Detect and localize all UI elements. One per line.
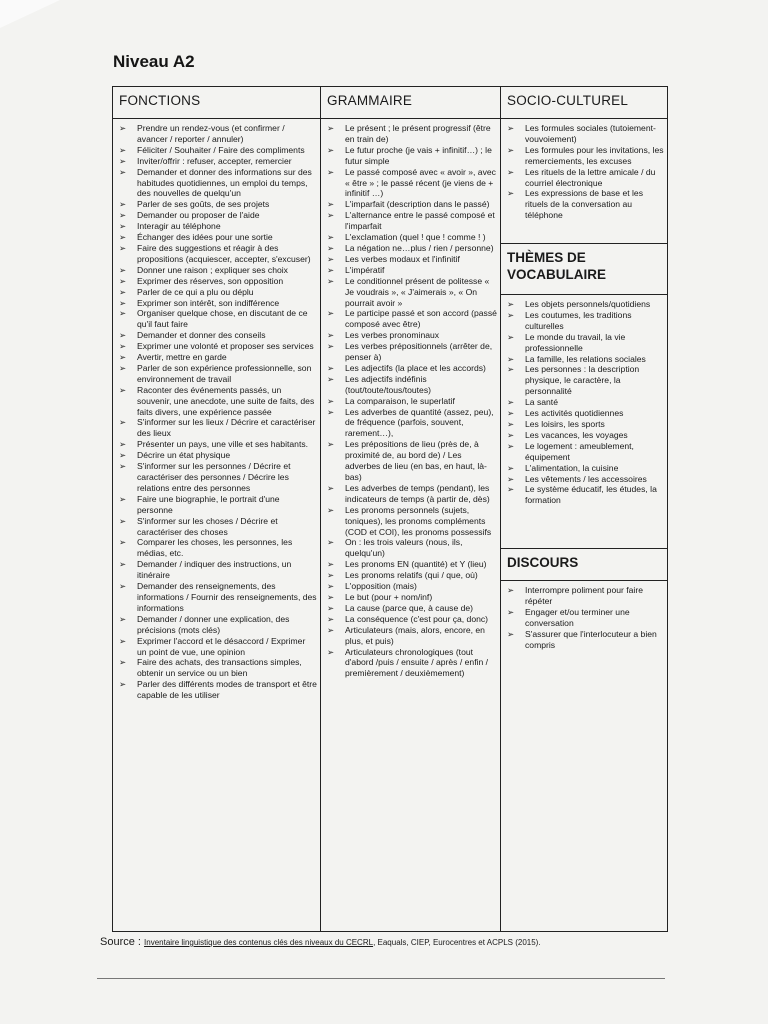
discours-section xyxy=(501,549,667,650)
list-item-text: Avertir, mettre en garde xyxy=(137,352,227,363)
arrow-bullet-icon: ➢ xyxy=(119,297,127,308)
list-item-text: Articulateurs chronologiques (tout d'abord /puis / ensuite / après / enfin / premièrement / deuxièmement) xyxy=(345,646,489,679)
list-item-text: Le passé composé avec « avoir », avec « être » ; le passé récent (je viens de + infinitif …) xyxy=(345,166,496,199)
arrow-bullet-icon: ➢ xyxy=(119,221,127,232)
arrow-bullet-icon: ➢ xyxy=(119,417,127,428)
list-item xyxy=(505,484,664,506)
arrow-bullet-icon: ➢ xyxy=(327,646,335,657)
list-item-text: Exprimer des réserves, son opposition xyxy=(137,275,284,286)
arrow-bullet-icon: ➢ xyxy=(507,408,515,419)
list-item-text: Les formules sociales (tutoiement-vouvoiement) xyxy=(525,123,656,144)
arrow-bullet-icon: ➢ xyxy=(119,450,127,461)
list-item-text: La conséquence (c'est pour ça, donc) xyxy=(345,613,489,624)
list-item xyxy=(325,505,497,538)
arrow-bullet-icon: ➢ xyxy=(119,439,127,450)
list-item-text: Les verbes modaux et l'infinitif xyxy=(345,253,460,264)
list-item xyxy=(325,145,497,167)
list-item xyxy=(117,581,317,614)
right-column xyxy=(500,87,667,931)
list-item-text: Faire des suggestions et réagir à des propositions (acquiescer, accepter, s'excuser) xyxy=(137,242,311,264)
arrow-bullet-icon: ➢ xyxy=(327,144,335,155)
list-item xyxy=(325,330,497,341)
arrow-bullet-icon: ➢ xyxy=(119,155,127,166)
list-item-text: Parler de son expérience professionnelle, son environnement de travail xyxy=(137,362,312,384)
list-item-text: Décrire un état physique xyxy=(137,450,231,461)
list-item xyxy=(117,308,317,330)
arrow-bullet-icon: ➢ xyxy=(327,373,335,384)
list-item-text: L'imparfait (description dans le passé) xyxy=(345,199,490,210)
arrow-bullet-icon: ➢ xyxy=(507,585,515,595)
grammaire-header: GRAMMAIRE xyxy=(321,87,500,119)
list-item-text: Prendre un rendez-vous (et confirmer / avancer / reporter / annuler) xyxy=(137,123,285,144)
arrow-bullet-icon: ➢ xyxy=(327,537,335,548)
arrow-bullet-icon: ➢ xyxy=(507,364,515,375)
list-item-text: Les objets personnels/quotidiens xyxy=(525,299,651,309)
list-item xyxy=(117,123,317,145)
list-item xyxy=(505,188,664,221)
list-item-text: Demander / donner une explication, des précisions (mots clés) xyxy=(137,613,290,635)
themes-vocabulaire-header xyxy=(501,244,667,295)
arrow-bullet-icon: ➢ xyxy=(507,144,515,155)
arrow-bullet-icon: ➢ xyxy=(507,606,515,617)
list-item-text: Les expressions de base et les rituels de la conversation au téléphone xyxy=(525,188,643,221)
list-item xyxy=(325,407,497,440)
arrow-bullet-icon: ➢ xyxy=(327,199,335,210)
list-item-text: Raconter des événements passés, un souvenir, une anecdote, une suite de faits, des faits divers, une expérience passée xyxy=(137,384,315,417)
list-item-text: La santé xyxy=(525,397,558,408)
list-item-text: L'alternance entre le passé composé et l'imparfait xyxy=(345,210,495,232)
list-item-text: Demander ou proposer de l'aide xyxy=(137,210,260,221)
arrow-bullet-icon: ➢ xyxy=(327,439,335,450)
list-item-text: Le logement : ameublement, équipement xyxy=(525,440,634,462)
list-item-text: L'alimentation, la cuisine xyxy=(525,462,619,473)
arrow-bullet-icon: ➢ xyxy=(327,242,335,253)
arrow-bullet-icon: ➢ xyxy=(119,384,127,395)
list-item-text: Parler de ce qui a plu ou déplu xyxy=(137,286,254,297)
list-item xyxy=(117,167,317,200)
list-item-text: Les activités quotidiennes xyxy=(525,408,624,419)
list-item xyxy=(325,341,497,363)
list-item-text: Interrompre poliment pour faire répéter xyxy=(525,585,643,606)
list-item xyxy=(325,603,497,614)
list-item xyxy=(117,679,317,701)
list-item xyxy=(325,374,497,396)
fonctions-list xyxy=(113,119,320,701)
grammaire-list xyxy=(321,119,500,679)
list-item-text: Le futur proche (je vais + infinitif…) ; le futur simple xyxy=(345,144,492,166)
list-item-text: On : les trois valeurs (nous, ils, quelqu'un) xyxy=(345,537,463,559)
list-item-text: Organiser quelque chose, en discutant de ce qu'il faut faire xyxy=(137,308,308,330)
arrow-bullet-icon: ➢ xyxy=(327,624,335,635)
list-item xyxy=(325,123,497,145)
arrow-bullet-icon: ➢ xyxy=(507,473,515,484)
list-item-text: Donner une raison ; expliquer ses choix xyxy=(137,264,288,275)
arrow-bullet-icon: ➢ xyxy=(507,299,515,309)
list-item-text: Le présent ; le présent progressif (être en train de) xyxy=(345,123,491,144)
themes-header-line2: VOCABULAIRE xyxy=(507,267,607,282)
list-item xyxy=(325,570,497,581)
list-item-text: Demander / indiquer des instructions, un itinéraire xyxy=(137,559,292,581)
list-item xyxy=(325,199,497,210)
arrow-bullet-icon: ➢ xyxy=(507,462,515,473)
list-item xyxy=(117,516,317,538)
arrow-bullet-icon: ➢ xyxy=(507,429,515,440)
list-item-text: Articulateurs (mais, alors, encore, en plus, et puis) xyxy=(345,624,485,646)
list-item-text: Le monde du travail, la vie professionnelle xyxy=(525,331,626,353)
arrow-bullet-icon: ➢ xyxy=(119,264,127,275)
arrow-bullet-icon: ➢ xyxy=(327,253,335,264)
arrow-bullet-icon: ➢ xyxy=(507,353,515,364)
arrow-bullet-icon: ➢ xyxy=(119,232,127,243)
discours-list xyxy=(501,581,667,650)
list-item-text: S'informer sur les choses / Décrire et caractériser des choses xyxy=(137,515,278,537)
list-item xyxy=(505,607,664,629)
page-fold-corner xyxy=(0,0,60,28)
list-item-text: Faire une biographie, le portrait d'une personne xyxy=(137,493,280,515)
arrow-bullet-icon: ➢ xyxy=(119,461,127,472)
arrow-bullet-icon: ➢ xyxy=(327,602,335,613)
arrow-bullet-icon: ➢ xyxy=(327,232,335,243)
arrow-bullet-icon: ➢ xyxy=(327,362,335,373)
list-item xyxy=(117,385,317,418)
arrow-bullet-icon: ➢ xyxy=(327,166,335,177)
arrow-bullet-icon: ➢ xyxy=(327,482,335,493)
footer-rule xyxy=(97,978,665,979)
list-item xyxy=(117,221,317,232)
arrow-bullet-icon: ➢ xyxy=(119,362,127,373)
list-item xyxy=(117,276,317,287)
list-item-text: Les verbes prépositionnels (arrêter de, penser à) xyxy=(345,341,493,363)
list-item xyxy=(325,265,497,276)
arrow-bullet-icon: ➢ xyxy=(119,537,127,548)
list-item xyxy=(325,308,497,330)
list-item-text: La comparaison, le superlatif xyxy=(345,395,455,406)
list-item xyxy=(117,450,317,461)
list-item-text: S'informer sur les lieux / Décrire et caractériser des lieux xyxy=(137,417,316,439)
arrow-bullet-icon: ➢ xyxy=(119,559,127,570)
list-item-text: Engager et/ou terminer une conversation xyxy=(525,606,630,628)
list-item xyxy=(117,494,317,516)
list-item xyxy=(325,647,497,680)
list-item-text: Échanger des idées pour une sortie xyxy=(137,232,273,243)
arrow-bullet-icon: ➢ xyxy=(507,484,515,495)
page-title: Niveau A2 xyxy=(113,52,195,71)
list-item xyxy=(325,167,497,200)
list-item xyxy=(325,439,497,483)
list-item-text: Les vacances, les voyages xyxy=(525,429,628,440)
arrow-bullet-icon: ➢ xyxy=(507,123,515,133)
list-item-text: Exprimer une volonté et proposer ses services xyxy=(137,341,314,352)
list-item xyxy=(325,559,497,570)
arrow-bullet-icon: ➢ xyxy=(507,331,515,342)
list-item xyxy=(117,636,317,658)
list-item-text: Les loisirs, les sports xyxy=(525,418,605,429)
discours-header: DISCOURS xyxy=(501,549,667,581)
arrow-bullet-icon: ➢ xyxy=(119,123,127,133)
arrow-bullet-icon: ➢ xyxy=(327,264,335,275)
list-item xyxy=(505,441,664,463)
arrow-bullet-icon: ➢ xyxy=(507,628,515,639)
arrow-bullet-icon: ➢ xyxy=(119,144,127,155)
list-item-text: Inviter/offrir : refuser, accepter, remercier xyxy=(137,155,292,166)
arrow-bullet-icon: ➢ xyxy=(507,418,515,429)
list-item xyxy=(117,199,317,210)
list-item-text: Faire des achats, des transactions simples, obtenir un service ou un bien xyxy=(137,657,302,679)
list-item xyxy=(505,474,664,485)
arrow-bullet-icon: ➢ xyxy=(327,210,335,221)
list-item-text: Les vêtements / les accessoires xyxy=(525,473,647,484)
list-item-text: Demander et donner des conseils xyxy=(137,330,266,341)
list-item xyxy=(505,167,664,189)
list-item xyxy=(505,364,664,397)
list-item xyxy=(505,310,664,332)
list-item-text: Les verbes pronominaux xyxy=(345,330,440,341)
arrow-bullet-icon: ➢ xyxy=(119,308,127,319)
list-item-text: Demander et donner des informations sur des habitudes quotidiennes, un emploi du temps, des nouvelles de quelqu'un xyxy=(137,166,312,199)
arrow-bullet-icon: ➢ xyxy=(507,397,515,408)
list-item xyxy=(325,581,497,592)
list-item xyxy=(325,625,497,647)
socio-culturel-section xyxy=(501,87,667,244)
source-citation xyxy=(100,936,541,948)
arrow-bullet-icon: ➢ xyxy=(119,657,127,668)
list-item xyxy=(505,463,664,474)
source-details: , Eaquals, CIEP, Eurocentres et ACPLS (2015). xyxy=(373,938,541,947)
list-item xyxy=(325,396,497,407)
arrow-bullet-icon: ➢ xyxy=(119,341,127,352)
arrow-bullet-icon: ➢ xyxy=(119,330,127,341)
arrow-bullet-icon: ➢ xyxy=(327,123,335,133)
arrow-bullet-icon: ➢ xyxy=(119,286,127,297)
list-item-text: Les formules pour les invitations, les remerciements, les excuses xyxy=(525,144,664,166)
list-item xyxy=(117,265,317,276)
list-item-text: L'opposition (mais) xyxy=(345,581,417,592)
list-item xyxy=(325,592,497,603)
list-item-text: La famille, les relations sociales xyxy=(525,353,646,364)
list-item-text: Parler de ses goûts, de ses projets xyxy=(137,199,270,210)
arrow-bullet-icon: ➢ xyxy=(119,352,127,363)
list-item-text: Exprimer son intérêt, son indifférence xyxy=(137,297,280,308)
arrow-bullet-icon: ➢ xyxy=(327,559,335,570)
arrow-bullet-icon: ➢ xyxy=(119,581,127,592)
socio-culturel-header: SOCIO-CULTUREL xyxy=(501,87,667,119)
list-item xyxy=(505,397,664,408)
list-item-text: Le but (pour + nom/inf) xyxy=(345,591,433,602)
list-item xyxy=(117,341,317,352)
list-item xyxy=(325,537,497,559)
list-item xyxy=(117,614,317,636)
themes-vocabulaire-list xyxy=(501,295,667,506)
themes-vocabulaire-section xyxy=(501,244,667,549)
arrow-bullet-icon: ➢ xyxy=(327,275,335,286)
list-item xyxy=(117,232,317,243)
arrow-bullet-icon: ➢ xyxy=(327,341,335,352)
list-item-text: Le participe passé et son accord (passé composé avec être) xyxy=(345,308,497,330)
list-item xyxy=(505,430,664,441)
list-item xyxy=(325,232,497,243)
list-item xyxy=(117,657,317,679)
list-item-text: Les adverbes de temps (pendant), les indicateurs de temps (à partir de, dès) xyxy=(345,482,490,504)
list-item xyxy=(325,243,497,254)
list-item xyxy=(325,254,497,265)
content-table xyxy=(112,86,668,932)
list-item xyxy=(505,299,664,310)
list-item-text: Les pronoms personnels (sujets, toniques), les pronoms compléments (COD et COI), les pronoms possessifs xyxy=(345,504,492,537)
themes-header-line1: THÈMES DE xyxy=(507,250,586,265)
list-item-text: Les adjectifs (la place et les accords) xyxy=(345,362,486,373)
list-item xyxy=(505,629,664,651)
list-item xyxy=(117,363,317,385)
list-item xyxy=(117,156,317,167)
arrow-bullet-icon: ➢ xyxy=(507,188,515,199)
list-item xyxy=(325,614,497,625)
arrow-bullet-icon: ➢ xyxy=(119,275,127,286)
arrow-bullet-icon: ➢ xyxy=(327,591,335,602)
arrow-bullet-icon: ➢ xyxy=(327,395,335,406)
list-item-text: Les pronoms EN (quantité) et Y (lieu) xyxy=(345,559,487,570)
list-item xyxy=(117,439,317,450)
socio-culturel-list xyxy=(501,119,667,221)
list-item-text: S'informer sur les personnes / Décrire et caractériser des personnes / Décrire les relations entre des personnes xyxy=(137,461,291,493)
list-item-text: Les adverbes de quantité (assez, peu), de fréquence (parfois, souvent, rarement…), xyxy=(345,406,494,439)
list-item-text: Comparer les choses, les personnes, les médias, etc. xyxy=(137,537,293,559)
arrow-bullet-icon: ➢ xyxy=(507,309,515,320)
arrow-bullet-icon: ➢ xyxy=(327,406,335,417)
arrow-bullet-icon: ➢ xyxy=(507,166,515,177)
list-item-text: Le conditionnel présent de politesse « Je voudrais », « J'aimerais », « On pourrait avoir » xyxy=(345,275,490,308)
list-item xyxy=(505,354,664,365)
list-item xyxy=(505,419,664,430)
arrow-bullet-icon: ➢ xyxy=(507,440,515,451)
list-item xyxy=(117,559,317,581)
list-item-text: L'exclamation (quel ! que ! comme ! ) xyxy=(345,232,486,243)
list-item-text: Féliciter / Souhaiter / Faire des compliments xyxy=(137,144,305,155)
arrow-bullet-icon: ➢ xyxy=(327,613,335,624)
list-item xyxy=(117,537,317,559)
list-item-text: Les pronoms relatifs (qui / que, où) xyxy=(345,570,478,581)
source-label: Source : xyxy=(100,936,145,948)
arrow-bullet-icon: ➢ xyxy=(119,515,127,526)
fonctions-column xyxy=(113,87,320,931)
list-item xyxy=(117,461,317,494)
grammaire-column xyxy=(320,87,500,931)
list-item-text: La cause (parce que, à cause de) xyxy=(345,602,474,613)
source-link[interactable]: Inventaire linguistique des contenus clés des niveaux du CECRL xyxy=(144,938,374,947)
list-item xyxy=(117,145,317,156)
list-item-text: Demander des renseignements, des informations / Fournir des renseignements, des informations xyxy=(137,581,317,613)
list-item-text: Les adjectifs indéfinis (tout/toute/tous/toutes) xyxy=(345,373,431,395)
list-item xyxy=(325,276,497,309)
list-item xyxy=(505,145,664,167)
list-item-text: Présenter un pays, une ville et ses habitants. xyxy=(137,439,309,450)
list-item-text: Les personnes : la description physique, le caractère, la personnalité xyxy=(525,364,640,397)
list-item xyxy=(325,483,497,505)
list-item-text: Exprimer l'accord et le désaccord / Exprimer un point de vue, une opinion xyxy=(137,635,306,657)
list-item-text: L'impératif xyxy=(345,264,385,275)
list-item xyxy=(505,408,664,419)
arrow-bullet-icon: ➢ xyxy=(119,199,127,210)
list-item-text: Les coutumes, les traditions culturelles xyxy=(525,309,632,331)
list-item xyxy=(505,332,664,354)
list-item xyxy=(505,123,664,145)
list-item xyxy=(117,243,317,265)
list-item xyxy=(117,298,317,309)
list-item-text: S'assurer que l'interlocuteur a bien compris xyxy=(525,628,657,650)
list-item xyxy=(117,210,317,221)
arrow-bullet-icon: ➢ xyxy=(327,330,335,341)
arrow-bullet-icon: ➢ xyxy=(119,613,127,624)
arrow-bullet-icon: ➢ xyxy=(119,493,127,504)
list-item-text: La négation ne…plus / rien / personne) xyxy=(345,242,494,253)
arrow-bullet-icon: ➢ xyxy=(119,635,127,646)
arrow-bullet-icon: ➢ xyxy=(119,242,127,253)
list-item-text: Parler des différents modes de transport et être capable de les utiliser xyxy=(137,679,317,701)
list-item-text: Les rituels de la lettre amicale / du courriel électronique xyxy=(525,166,656,188)
list-item xyxy=(117,287,317,298)
arrow-bullet-icon: ➢ xyxy=(327,581,335,592)
list-item-text: Les prépositions de lieu (près de, à proximité de, au bord de) / Les adverbes de lieu (en bas, en haut, là-bas) xyxy=(345,439,487,482)
arrow-bullet-icon: ➢ xyxy=(119,166,127,177)
list-item xyxy=(117,417,317,439)
list-item xyxy=(325,210,497,232)
list-item xyxy=(117,330,317,341)
list-item xyxy=(505,585,664,607)
arrow-bullet-icon: ➢ xyxy=(119,210,127,221)
list-item-text: Interagir au téléphone xyxy=(137,221,221,232)
arrow-bullet-icon: ➢ xyxy=(327,504,335,515)
list-item xyxy=(117,352,317,363)
arrow-bullet-icon: ➢ xyxy=(119,679,127,690)
list-item xyxy=(325,363,497,374)
arrow-bullet-icon: ➢ xyxy=(327,308,335,319)
arrow-bullet-icon: ➢ xyxy=(327,570,335,581)
fonctions-header: FONCTIONS xyxy=(113,87,320,119)
list-item-text: Le système éducatif, les études, la formation xyxy=(525,484,657,506)
